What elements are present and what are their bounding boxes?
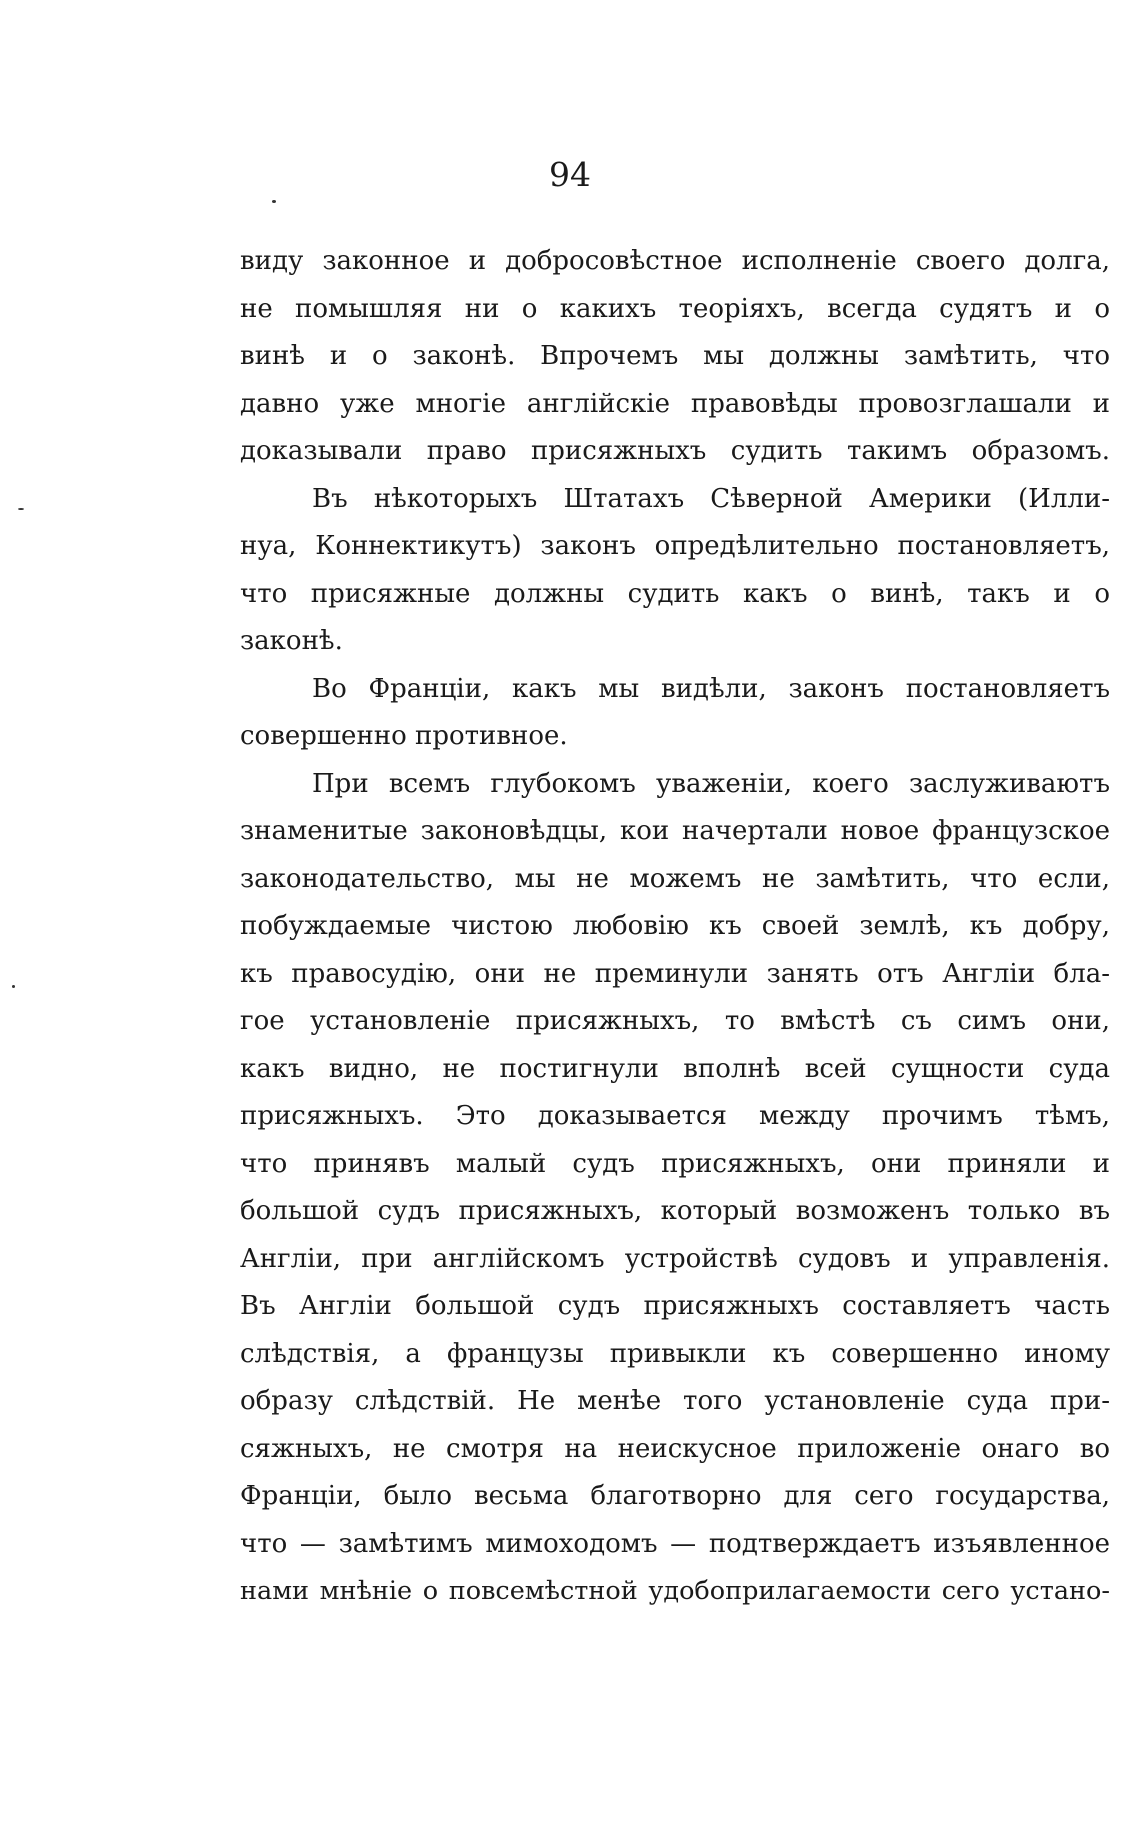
scan-speck — [18, 508, 24, 510]
text-line: доказывали право присяжныхъ судить такимъ образомъ. — [240, 436, 1110, 466]
text-line: что принявъ малый судъ присяжныхъ, они приняли и — [240, 1148, 1110, 1179]
text-line: сяжныхъ, не смотря на неискусное приложеніе онаго во — [240, 1433, 1110, 1464]
text-line: къ правосудію, они не преминули занять отъ Англіи бла- — [240, 958, 1110, 989]
text-line: При всемъ глубокомъ уваженіи, коего заслуживаютъ — [312, 768, 1110, 799]
text-line: виду законное и добросовѣстное исполненіе своего долга, — [240, 246, 1110, 276]
scan-speck — [12, 985, 15, 988]
text-line: гое установленіе присяжныхъ, то вмѣстѣ съ симъ они, — [240, 1006, 1110, 1036]
scan-speck — [272, 200, 276, 203]
text-line: давно уже многіе англійскіе правовѣды провозглашали и — [240, 388, 1110, 419]
text-line: слѣдствія, а французы привыкли къ совершенно иному — [240, 1338, 1110, 1369]
text-line: какъ видно, не постигнули вполнѣ всей сущности суда — [240, 1053, 1110, 1084]
page-number: 94 — [549, 155, 591, 194]
text-line: Въ нѣкоторыхъ Штатахъ Сѣверной Америки (Илли- — [312, 483, 1110, 514]
text-line: что присяжные должны судить какъ о винѣ, такъ и о — [240, 578, 1110, 609]
text-line: законѣ. — [240, 626, 343, 656]
text-line: не помышляя ни о какихъ теоріяхъ, всегда судятъ и о — [240, 293, 1110, 324]
text-line: большой судъ присяжныхъ, который возможенъ только въ — [240, 1196, 1110, 1226]
text-line: винѣ и о законѣ. Впрочемъ мы должны замѣтить, что — [240, 341, 1110, 371]
text-line: Франціи, было весьма благотворно для сего государства, — [240, 1481, 1110, 1511]
text-line: Во Франціи, какъ мы видѣли, законъ постановляетъ — [312, 673, 1110, 704]
text-line: законодательство, мы не можемъ не замѣтить, что если, — [240, 863, 1110, 894]
text-line: образу слѣдствій. Не менѣе того установленіе суда при- — [240, 1386, 1110, 1416]
body-text — [240, 238, 1110, 1616]
text-line: Въ Англіи большой судъ присяжныхъ составляетъ часть — [240, 1291, 1110, 1321]
text-line: знаменитые законовѣдцы, кои начертали новое французское — [240, 816, 1110, 846]
text-line: побуждаемые чистою любовію къ своей землѣ, къ добру, — [240, 911, 1110, 941]
text-line: присяжныхъ. Это доказывается между прочимъ тѣмъ, — [240, 1101, 1110, 1131]
text-line: Англіи, при англійскомъ устройствѣ судовъ и управленія. — [240, 1243, 1110, 1274]
text-line: нами мнѣніе о повсемѣстной удобоприлагаемости сего устано- — [240, 1576, 1110, 1606]
text-line: что — замѣтимъ мимоходомъ — подтверждаетъ изъявленное — [240, 1528, 1110, 1559]
text-line: нуа, Коннектикутъ) законъ опредѣлительно постановляетъ, — [240, 531, 1110, 561]
text-line: совершенно противное. — [240, 721, 568, 751]
